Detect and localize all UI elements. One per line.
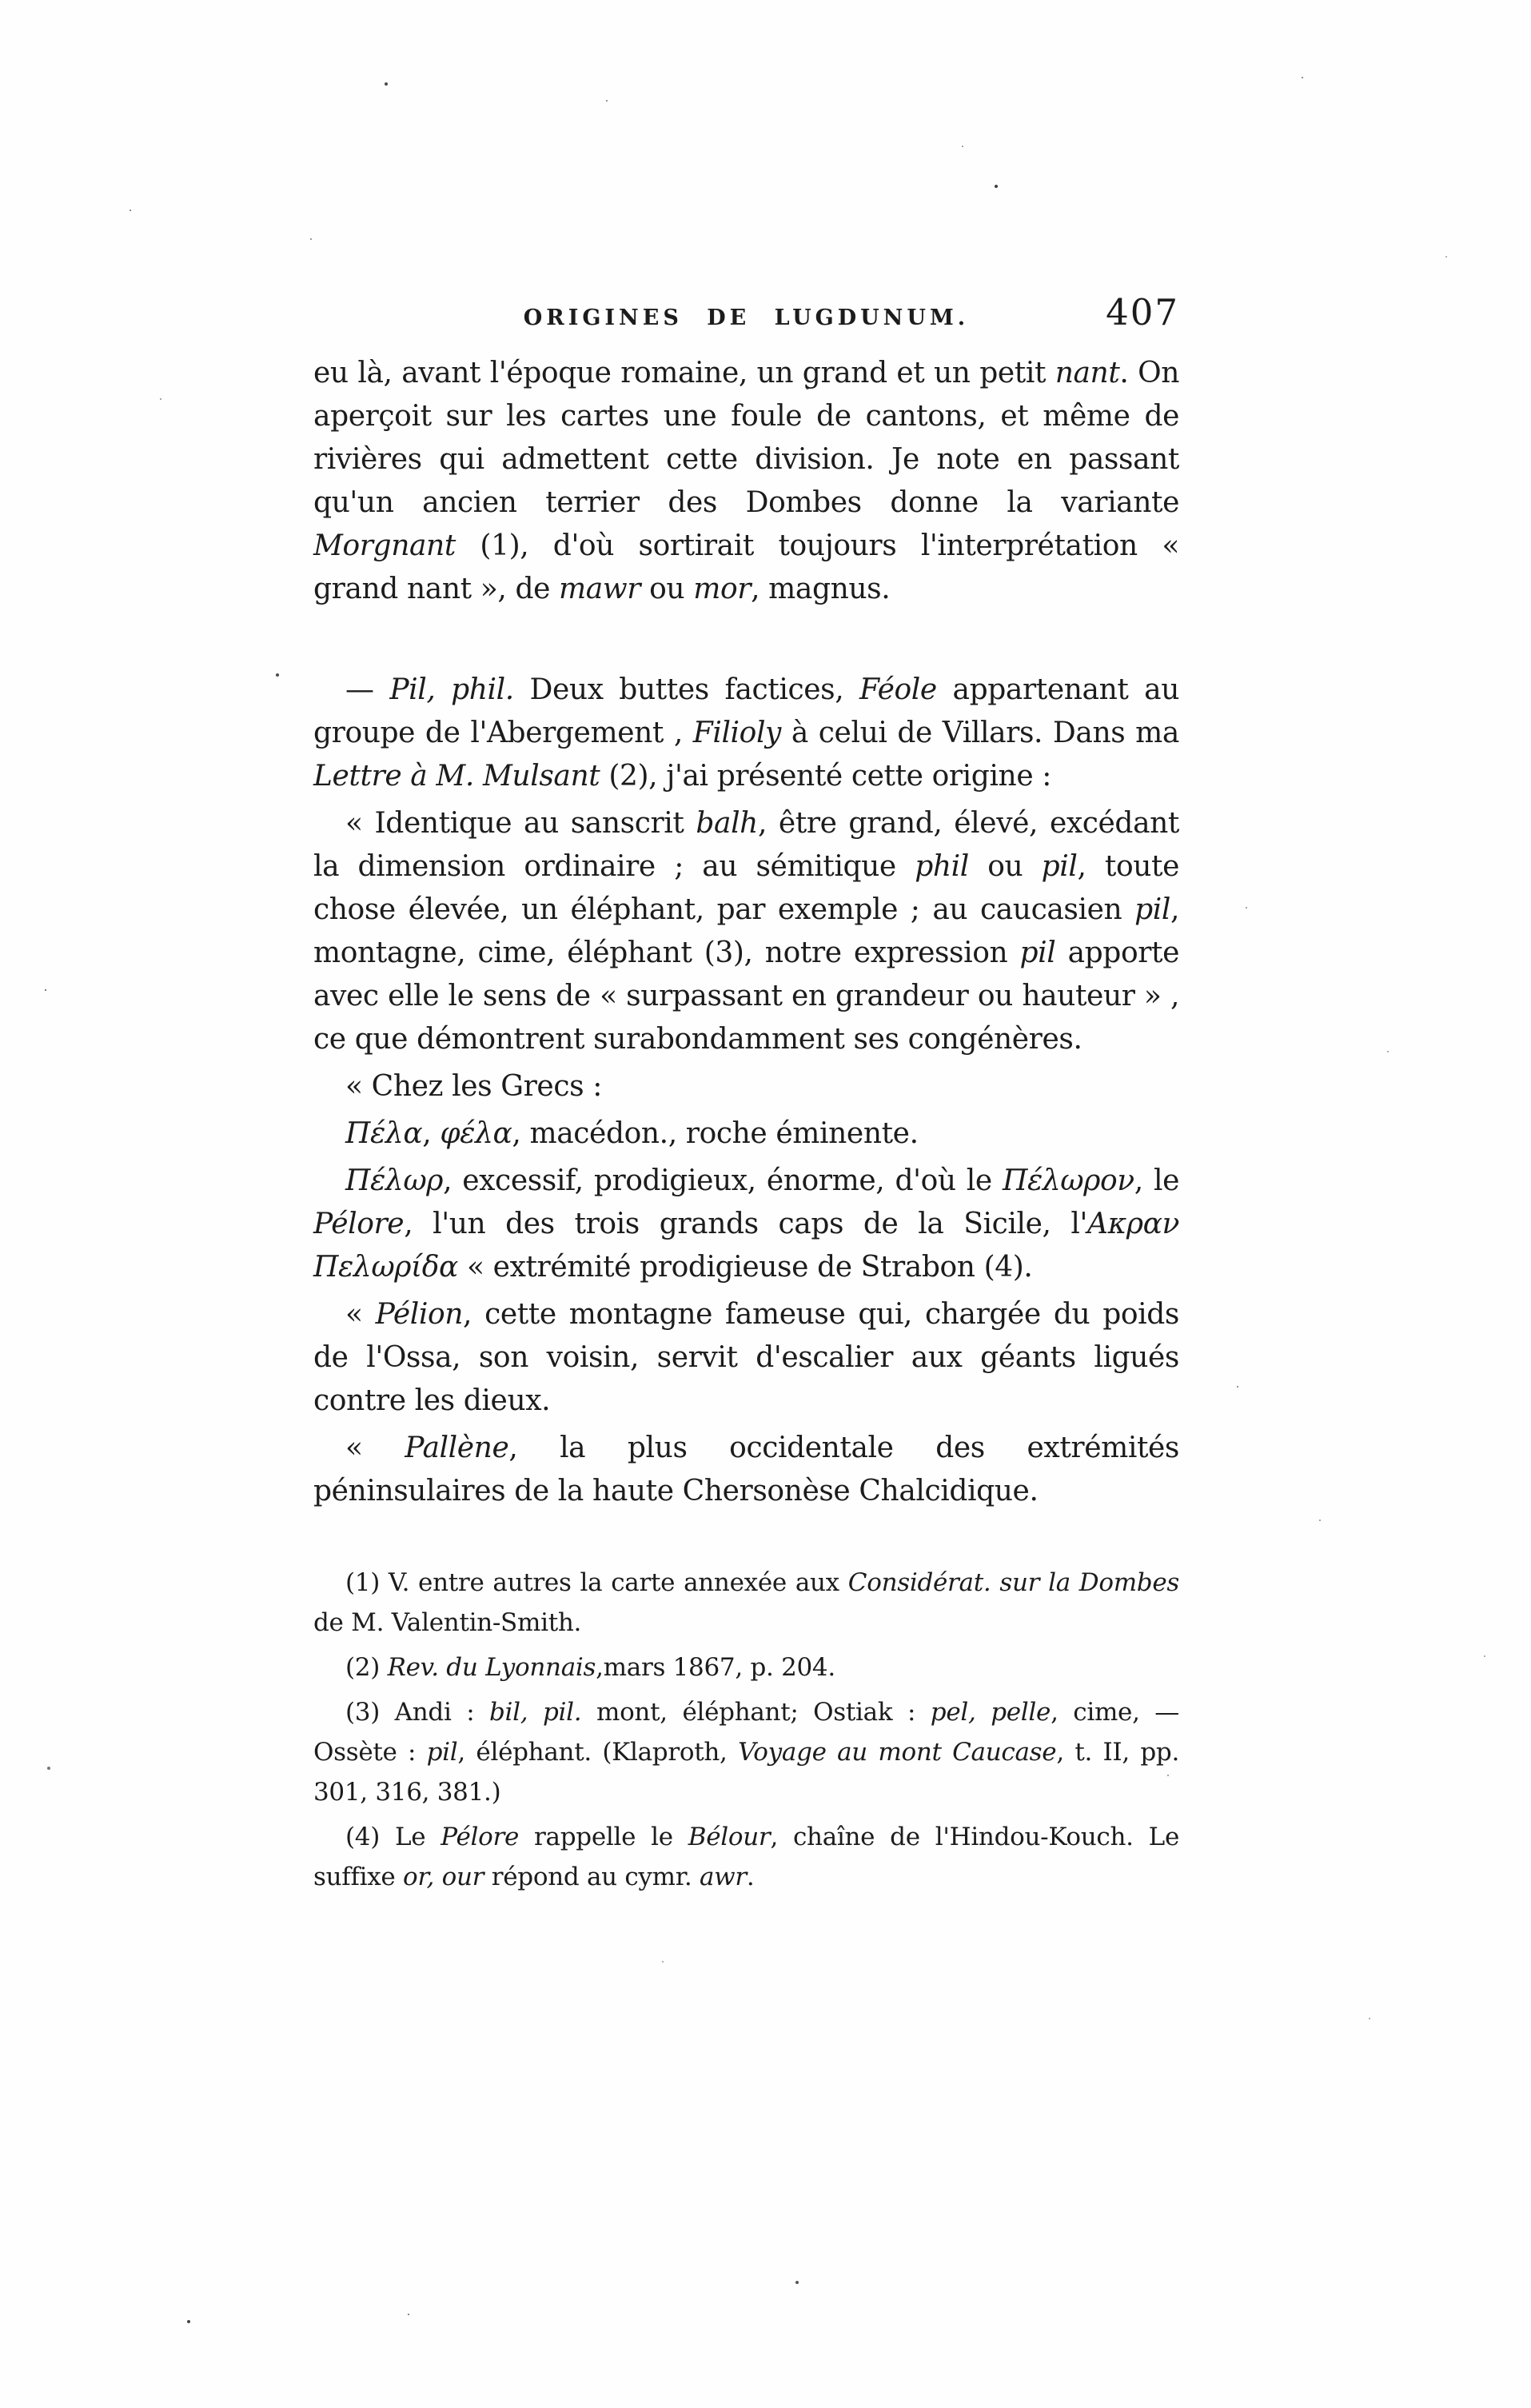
paragraph-7: « Pélion, cette montagne fameuse qui, chargée du poids de l'Ossa, son voisin, servit d'escalier aux géants ligués contre les dieux. — [313, 1298, 1179, 1417]
paragraph-8: « Pallène, la plus occidentale des extrémités péninsulaires de la haute Chersonèse Chalcidique. — [313, 1432, 1179, 1507]
footnote-2: (2) Rev. du Lyonnais,mars 1867, p. 204. — [345, 1653, 835, 1682]
scan-noise — [0, 0, 2, 2]
footnote-4: (4) Le Pélore rappelle le Bélour, chaîne de l'Hindou-Kouch. Le suffixe or, our répond au cymr. awr. — [313, 1823, 1179, 1891]
running-title: ORIGINES DE LUGDUNUM. — [523, 305, 970, 330]
running-header — [313, 293, 1179, 337]
footnote-1: (1) V. entre autres la carte annexée aux Considérat. sur la Dombes de M. Valentin-Smith. — [313, 1568, 1179, 1637]
paragraph-1: eu là, avant l'époque romaine, un grand et un petit nant. On aperçoit sur les cartes une foule de cantons, et même de rivières qui admettent cette division. Je note en passant qu'un ancien terrier des Dombes donne la variante Morgnant (1), d'où sortirait toujours l'interprétation « grand nant », de mawr ou mor, magnus. — [313, 357, 1179, 605]
paragraph-3: « Identique au sanscrit balh, être grand, élevé, excédant la dimension ordinaire ; au sémitique phil ou pil, toute chose élevée, un éléphant, par exemple ; au caucasien pil, montagne, cime, éléphant (3), notre expression pil apporte avec elle le sens de « surpassant en grandeur ou hauteur » , ce que démontrent surabondamment ses congénères. — [313, 807, 1180, 1056]
paragraph-6: Πέλωρ, excessif, prodigieux, énorme, d'où le Πέλωρον, le Pélore, l'un des trois grands caps de la Sicile, l'Ακραν Πελωρίδα « extrémité prodigieuse de Strabon (4). — [313, 1164, 1179, 1284]
page-number: 407 — [1106, 291, 1179, 333]
body-text — [313, 352, 1179, 1513]
paragraph-2: — Pil, phil. Deux buttes factices, Féole appartenant au groupe de l'Abergement , Filioly à celui de Villars. Dans ma Lettre à M. Mulsant (2), j'ai présenté cette origine : — [313, 673, 1179, 793]
paragraph-4: « Chez les Grecs : — [345, 1070, 602, 1103]
footnote-3: (3) Andi : bil, pil. mont, éléphant; Ostiak : pel, pelle, cime, — Ossète : pil, éléphant. (Klaproth, Voyage au mont Caucase, t. II, pp. 301, 316, 381.) — [313, 1698, 1180, 1807]
footnotes — [313, 1563, 1179, 1897]
paragraph-5: Πέλα, φέλα, macédon., roche éminente. — [345, 1117, 919, 1150]
